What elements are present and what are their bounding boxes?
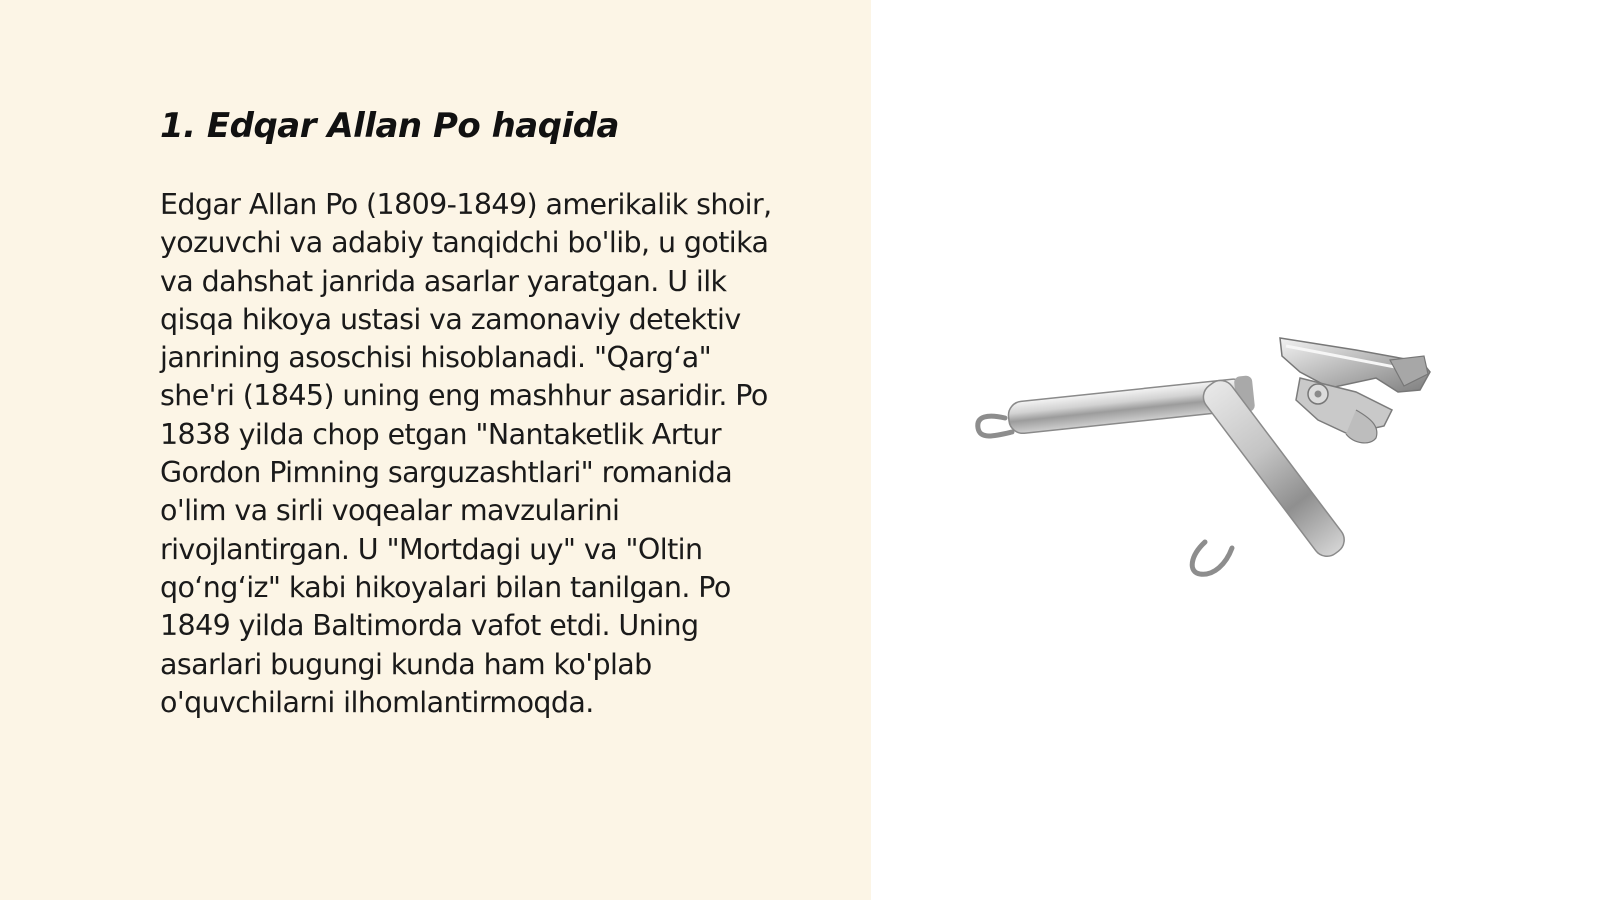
opener-head <box>1280 338 1430 443</box>
left-handle-loop <box>978 416 1012 436</box>
slide-title: 1. Edqar Allan Po haqida <box>160 106 620 146</box>
can-opener-icon <box>960 310 1440 590</box>
slide-body-text: Edgar Allan Po (1809-1849) amerikalik shoir, yozuvchi va adabiy tanqidchi bo'lib, u gotika va dahshat janrida asarlar yaratgan. U ilk qisqa hikoya ustasi va zamonaviy detektiv janrining asoschisi hisoblanadi. "Qarg‘a" she'ri (1845) uning eng mashhur asaridir. Po 1838 yilda chop etgan "Nantaketlik Artur Gordon Pimning sarguzashtlari" romanida o'lim va sirli voqealar mavzularini rivojlantirgan. U "Mortdagi uy" va "Oltin qo‘ng‘iz" kabi hikoyalari bilan tanilgan. Po 1849 yilda Baltimorda vafot etdi. Uning asarlari bugungi kunda ham ko'plab o'quvchilarni ilhomlantirmoqda. <box>160 188 772 719</box>
right-handle-loop <box>1192 542 1232 574</box>
